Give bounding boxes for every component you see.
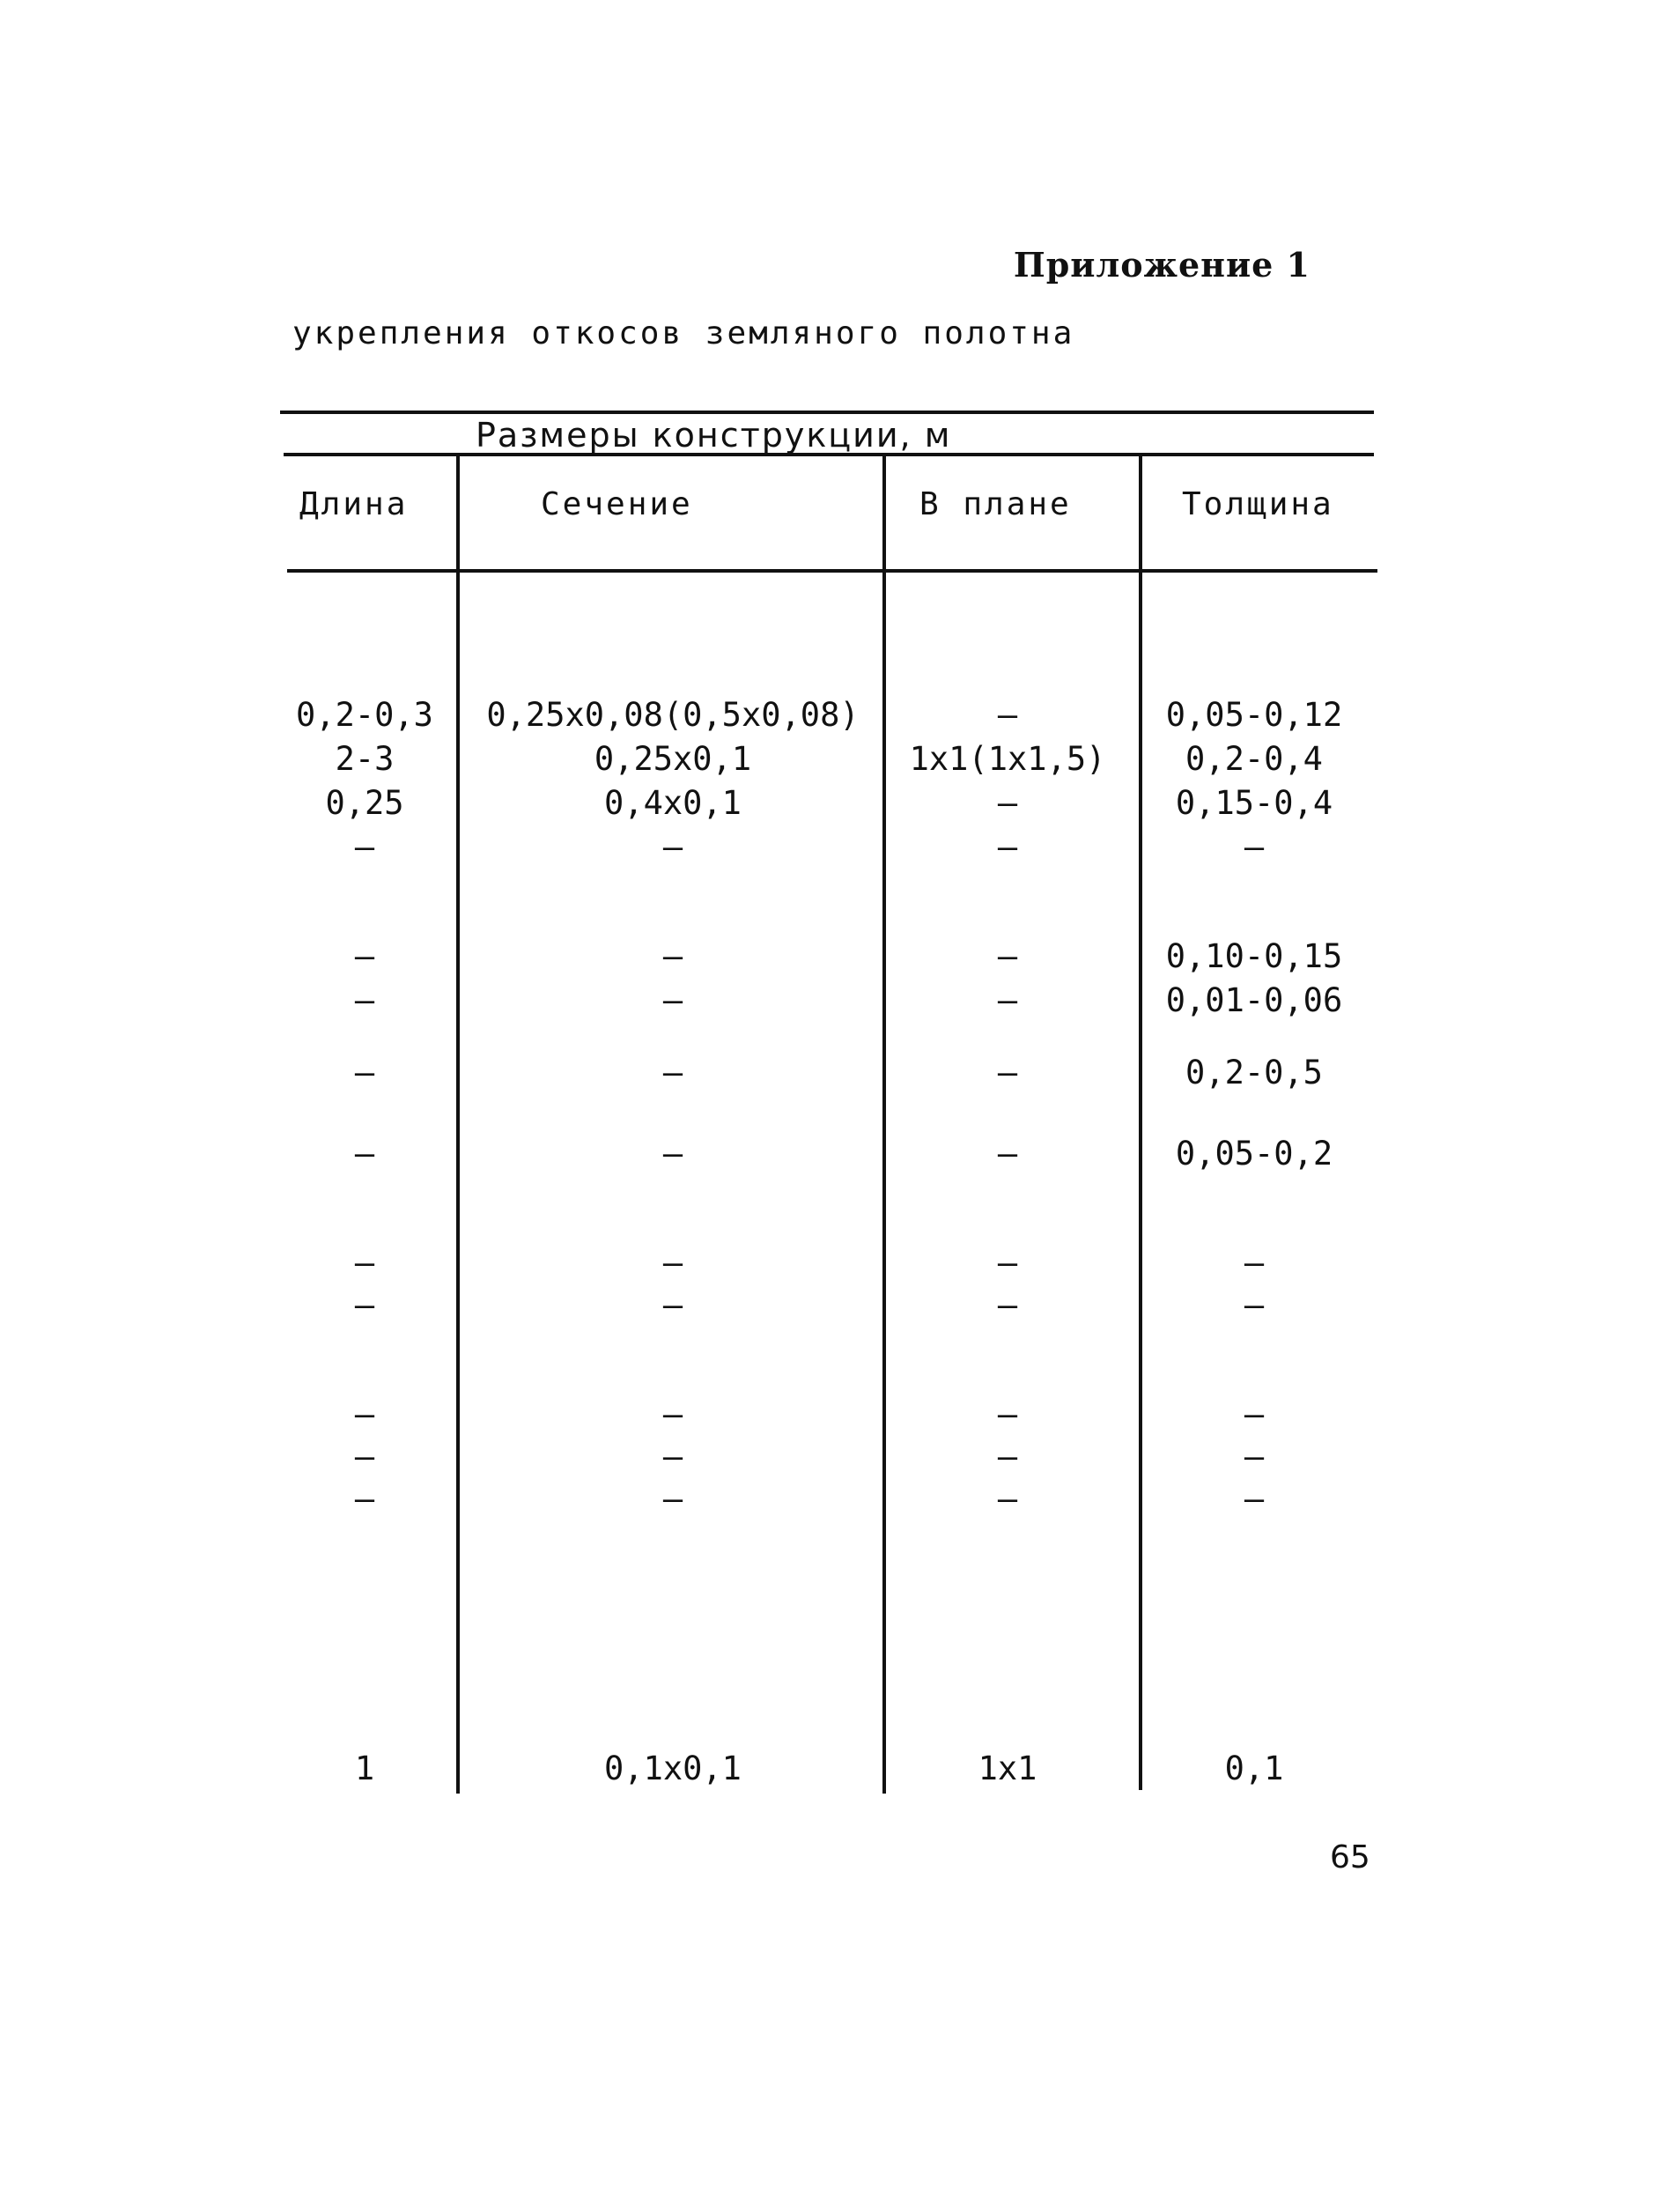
table-cell-plan: – xyxy=(997,1438,1018,1476)
column-divider-3 xyxy=(1139,455,1142,1790)
table-cell-plan: 1x1 xyxy=(978,1750,1037,1787)
table-cell-section: – xyxy=(662,1244,683,1282)
table-cell-plan: – xyxy=(997,1135,1018,1173)
table-cell-thickness: 0,10-0,15 xyxy=(1165,937,1343,975)
table-cell-length: – xyxy=(354,1054,375,1091)
table-cell-plan: – xyxy=(997,784,1018,822)
table-cell-plan: – xyxy=(997,1480,1018,1518)
table-cell-section: 0,4x0,1 xyxy=(604,784,742,822)
table-cell-plan: – xyxy=(997,981,1018,1019)
table-cell-length: 0,2-0,3 xyxy=(296,696,433,734)
table-cell-length: – xyxy=(354,1438,375,1476)
table-cell-thickness: – xyxy=(1244,1480,1265,1518)
table-cell-length: 2-3 xyxy=(335,740,395,778)
table-cell-thickness: – xyxy=(1244,828,1265,866)
table-cell-thickness: – xyxy=(1244,1286,1265,1324)
table-cell-length: – xyxy=(354,981,375,1019)
table-cell-section: – xyxy=(662,981,683,1019)
table-cell-thickness: 0,2-0,4 xyxy=(1185,740,1323,778)
column-divider-2 xyxy=(882,455,886,1794)
table-cell-plan: – xyxy=(997,1244,1018,1282)
table-cell-section: – xyxy=(662,1438,683,1476)
table-cell-section: – xyxy=(662,1054,683,1091)
table-cell-section: – xyxy=(662,937,683,975)
page-number: 65 xyxy=(1330,1839,1370,1875)
table-cell-thickness: 0,01-0,06 xyxy=(1165,981,1343,1019)
table-cell-thickness: 0,2-0,5 xyxy=(1185,1054,1323,1091)
table-cell-plan: – xyxy=(997,1286,1018,1324)
table-cell-length: 1 xyxy=(354,1750,375,1787)
table-cell-plan: – xyxy=(997,828,1018,866)
table-cell-section: – xyxy=(662,1286,683,1324)
table-cell-thickness: 0,15-0,4 xyxy=(1175,784,1333,822)
table-cell-section: – xyxy=(662,1480,683,1518)
column-header-section: Сечение xyxy=(541,486,693,522)
column-header-thickness: Толщина xyxy=(1182,486,1334,522)
header-bottom-rule xyxy=(287,569,1377,573)
table-cell-length: – xyxy=(354,1135,375,1173)
column-divider-1 xyxy=(456,455,460,1794)
appendix-label: Приложение 1 xyxy=(1013,245,1311,285)
table-cell-section: 0,25x0,1 xyxy=(594,740,752,778)
table-cell-thickness: – xyxy=(1244,1244,1265,1282)
table-cell-plan: 1x1(1x1,5) xyxy=(909,740,1106,778)
table-cell-thickness: 0,05-0,12 xyxy=(1165,696,1343,734)
table-cell-section: – xyxy=(662,1135,683,1173)
table-cell-thickness: 0,05-0,2 xyxy=(1175,1135,1333,1173)
table-cell-plan: – xyxy=(997,696,1018,734)
table-subtitle: укрепления откосов земляного полотна xyxy=(292,315,1075,351)
table-cell-plan: – xyxy=(997,937,1018,975)
table-cell-length: – xyxy=(354,1244,375,1282)
table-cell-plan: – xyxy=(997,1395,1018,1433)
table-cell-section: – xyxy=(662,828,683,866)
table-cell-plan: – xyxy=(997,1054,1018,1091)
column-header-length: Длина xyxy=(299,486,409,522)
table-cell-section: 0,1x0,1 xyxy=(604,1750,742,1787)
table-top-rule xyxy=(280,411,1374,414)
table-cell-thickness: – xyxy=(1244,1395,1265,1433)
table-cell-length: – xyxy=(354,1395,375,1433)
table-cell-thickness: 0,1 xyxy=(1224,1750,1284,1787)
table-cell-length: – xyxy=(354,1480,375,1518)
table-cell-length: – xyxy=(354,937,375,975)
table-cell-section: – xyxy=(662,1395,683,1433)
table-cell-length: 0,25 xyxy=(325,784,404,822)
table-cell-thickness: – xyxy=(1244,1438,1265,1476)
table-cell-length: – xyxy=(354,828,375,866)
table-cell-section: 0,25x0,08(0,5x0,08) xyxy=(486,696,860,734)
column-header-plan: В плане xyxy=(919,486,1072,522)
table-cell-length: – xyxy=(354,1286,375,1324)
group-header: Размеры конструкции, м xyxy=(476,416,952,455)
